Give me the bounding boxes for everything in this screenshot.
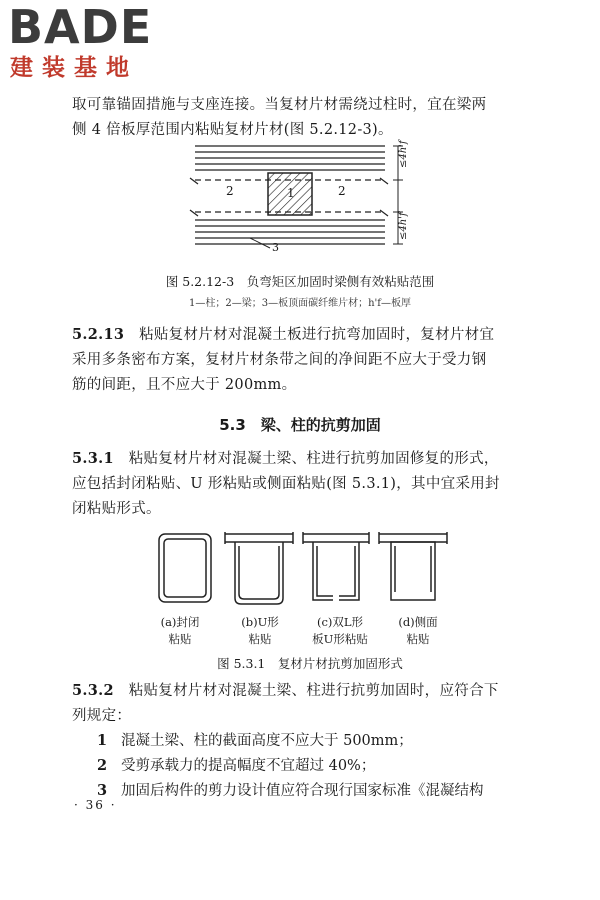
clause-line-2: 应包括封闭粘贴、U 形粘贴或侧面粘贴(图 5.3.1)，其中宜采用封 <box>72 476 500 492</box>
top-slab-lines <box>195 146 385 170</box>
figure1-caption: 图 5.2.12-3 负弯矩区加固时梁侧有效粘贴范围 <box>165 274 435 289</box>
section-title: 5.3 梁、柱的抗剪加固 <box>219 416 381 434</box>
figure-shear-forms <box>155 528 455 608</box>
figure1-label-2-right: 2 <box>338 184 346 198</box>
page-number: · 36 · <box>74 798 117 812</box>
clause-line-2: 采用多条密布方案，复材片材条带之间的净间距不应大于受力钢 <box>72 352 487 368</box>
clause-line-1: 粘贴复材片材对混凝土梁、柱进行抗剪加固修复的形式， <box>128 451 499 467</box>
logo-subtitle: 建装基地 <box>10 55 138 81</box>
intro-line-1: 取可靠锚固措施与支座连接。当复材片材需绕过柱时，宜在梁两 <box>72 97 487 113</box>
form-b-u-wrap <box>225 532 293 604</box>
form-d-side-wrap <box>379 532 447 600</box>
figure1-legend: 1—柱；2—梁；3—板顶面碳纤维片材；h'f—板厚 <box>189 298 411 309</box>
clause-line-1: 粘贴复材片材对混凝土板进行抗弯加固时，复材片材宜 <box>139 327 495 343</box>
logo-brand: BADE <box>8 0 153 54</box>
clause-line-3: 闭粘贴形式。 <box>72 501 161 517</box>
list-item: 2 受剪承载力的提高幅度不宜超过 40%； <box>97 757 376 774</box>
figure1-label-1: 1 <box>287 186 295 200</box>
intro-paragraph <box>72 93 532 143</box>
list-item: 3 加固后构件的剪力设计值应符合现行国家标准《混凝结构 <box>97 782 484 799</box>
intro-line-2: 侧 4 倍板厚范围内粘贴复材片材(图 5.2.12-3)。 <box>72 122 393 138</box>
form-a-closed-wrap <box>159 534 211 602</box>
figure1-label-3: 3 <box>272 241 279 254</box>
figure2-sublabel-d: (d)侧面 粘贴 <box>398 615 438 646</box>
figure2-sublabel-a: (a)封闭 粘贴 <box>160 615 200 646</box>
clause-5-2-13 <box>72 322 532 398</box>
figure2-sublabel-c: (c)双L形 板U形粘贴 <box>312 615 368 646</box>
figure2-caption: 图 5.3.1 复材片材抗剪加固形式 <box>217 656 403 671</box>
figure1-dim-top: ≤4h'f <box>398 140 409 168</box>
figure1-dim-bottom: ≤4h'f <box>398 212 409 240</box>
leader-line-3 <box>250 238 270 248</box>
figure1-label-2-left: 2 <box>226 184 234 198</box>
clause-line-3: 筋的间距，且不应大于 200mm。 <box>72 377 297 393</box>
clause-number: 5.2.13 <box>72 326 125 343</box>
form-c-double-l-wrap <box>303 532 369 600</box>
bottom-slab-lines <box>195 220 385 244</box>
list-item: 1 混凝土梁、柱的截面高度不应大于 500mm； <box>97 732 413 749</box>
figure2-sublabel-b: (b)U形 粘贴 <box>241 615 279 646</box>
clause-number: 5.3.1 <box>72 450 114 467</box>
clause-number: 5.3.2 <box>72 682 114 699</box>
clause-line-1: 粘贴复材片材对混凝土梁、柱进行抗剪加固时，应符合下 <box>128 683 499 699</box>
clause-5-3-1 <box>72 446 532 522</box>
clause-5-3-2 <box>72 678 532 729</box>
clause-line-2: 列规定： <box>72 708 132 724</box>
